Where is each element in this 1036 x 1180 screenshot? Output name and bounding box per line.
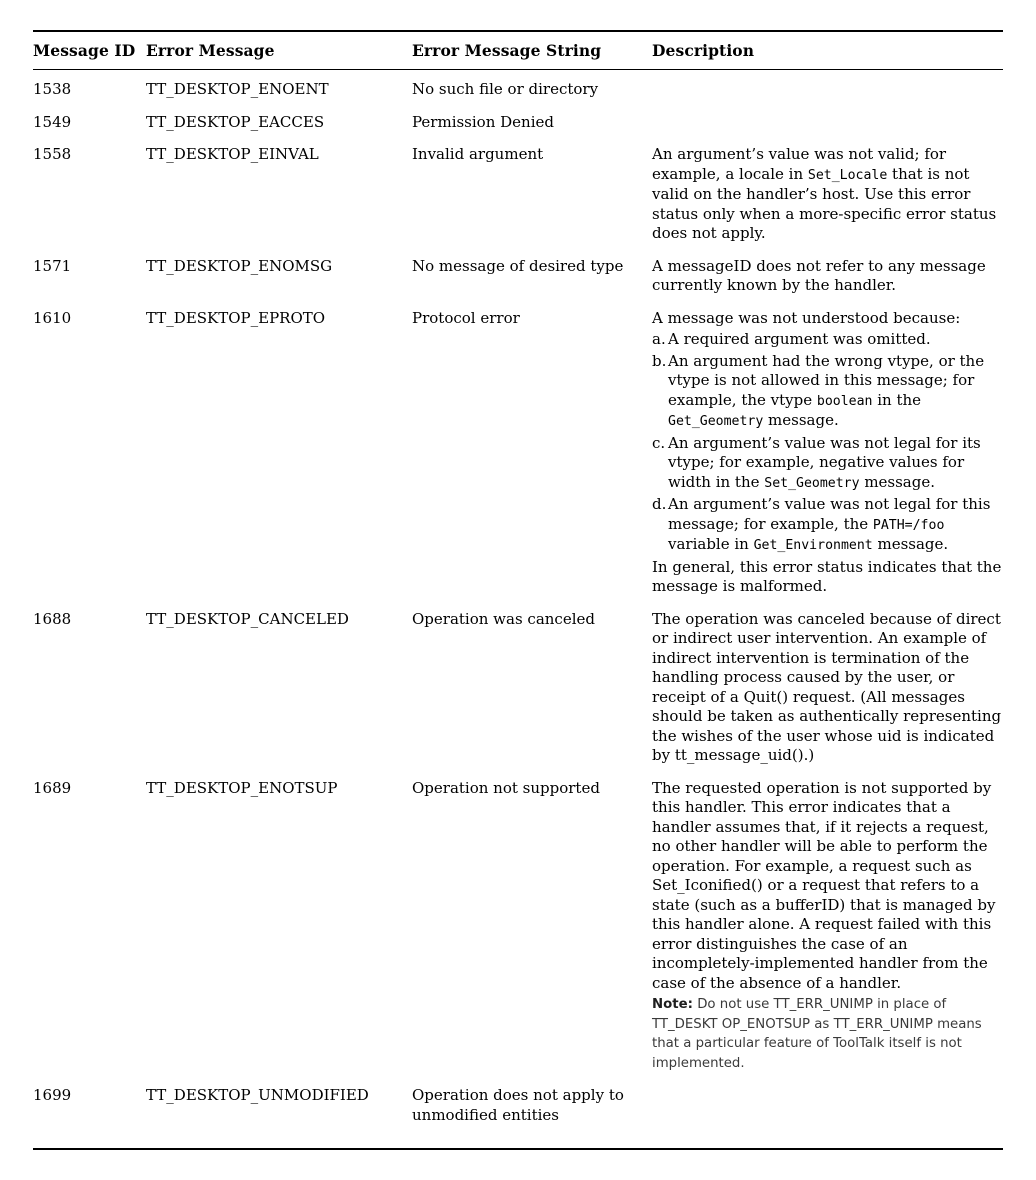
cell-message-id: 1571 <box>33 256 72 275</box>
list-item-text <box>668 330 931 348</box>
description-paragraph <box>652 779 1003 994</box>
text-run: variable in <box>668 535 754 553</box>
cell-error-string: No such file or directory <box>412 80 599 98</box>
cell-error-string: No message of desired type <box>412 256 624 275</box>
text-run: boolean <box>816 393 873 409</box>
description-note <box>652 995 1003 1073</box>
cell-error-message: TT_DESKTOP_ENOMSG <box>146 256 333 275</box>
description-paragraph <box>652 257 1003 296</box>
cell-description <box>652 610 1003 766</box>
cell-description <box>652 1086 1003 1125</box>
description-paragraph <box>652 309 1003 329</box>
cell-message-id: 1688 <box>33 609 72 628</box>
table-row <box>33 113 1003 146</box>
text-run: The requested operation is not supported by this handler. This error indicates that a handler assumes that, if it rejects a request, no other handler will be able to perform the operation. For example, a request such as Set_Iconified() or a request that refers to a state (such as a bufferID) that is managed by this handler alone. A request failed with this error distinguishes the case of an incompletely-implemented handler from the case of the absence of a handler. <box>652 778 996 992</box>
cell-message-id: 1558 <box>33 145 72 163</box>
text-run: Get_Geometry <box>668 414 764 429</box>
cell-description <box>652 309 1003 597</box>
cell-description <box>652 145 1003 244</box>
text-run: Get_Environment <box>753 538 873 553</box>
text-run: message. <box>859 472 936 491</box>
text-run: message. <box>763 411 839 429</box>
text-run: in the <box>872 390 922 409</box>
cell-error-message: TT_DESKTOP_CANCELED <box>146 609 349 628</box>
table-row <box>33 257 1003 309</box>
text-run: PATH=/foo <box>872 517 945 533</box>
cell-error-message: TT_DESKTOP_EPROTO <box>146 308 326 327</box>
column-header-description: Description <box>652 41 755 60</box>
description-paragraph <box>652 145 1003 244</box>
description-list-item <box>652 352 1003 432</box>
text-run: A required argument was omitted. <box>668 330 931 348</box>
description-list-item <box>652 330 1003 350</box>
cell-error-string: Operation not supported <box>412 778 600 797</box>
table-row <box>33 779 1003 1087</box>
list-item-text <box>668 352 984 430</box>
cell-message-id: 1610 <box>33 308 72 327</box>
description-paragraph <box>652 558 1003 597</box>
cell-description <box>652 80 1003 100</box>
table-bottom-rule <box>33 1148 1003 1150</box>
text-run: Note: <box>652 997 693 1012</box>
description-list-item <box>652 495 1003 556</box>
cell-error-string: Operation does not apply to unmodified entities <box>412 1086 624 1124</box>
text-run: An argument’s value was not legal for this message; for example, the <box>668 495 991 533</box>
cell-message-id: 1699 <box>33 1086 72 1104</box>
text-run: An argument’s value was not legal for its vtype; for example, negative values for width in the <box>668 433 981 491</box>
list-marker: a. <box>652 330 666 348</box>
list-item-text <box>668 495 990 553</box>
table-row <box>33 1086 1003 1138</box>
cell-error-message: TT_DESKTOP_UNMODIFIED <box>146 1086 369 1104</box>
cell-error-message: TT_DESKTOP_EINVAL <box>146 145 319 163</box>
text-run: Set_Locale <box>807 167 888 183</box>
table-header-row <box>33 32 1003 69</box>
cell-message-id: 1689 <box>33 778 72 797</box>
cell-description <box>652 257 1003 296</box>
cell-error-message: TT_DESKTOP_EACCES <box>146 112 325 131</box>
column-header-error-message-string: Error Message String <box>412 41 602 60</box>
table-row <box>33 145 1003 257</box>
text-run: message. <box>872 535 949 553</box>
text-run: An argument had the wrong vtype, or the vtype is not allowed in this message; for example, the vtype <box>668 351 985 409</box>
text-run: In general, this error status indicates that the message is malformed. <box>652 557 1002 595</box>
cell-error-string: Protocol error <box>412 308 520 327</box>
error-code-table <box>33 30 1003 1138</box>
text-run: A message was not understood because: <box>652 308 961 327</box>
text-run: that is not valid on the handler’s host. Use this error status only when a more-specific error status does not apply. <box>652 164 997 242</box>
cell-error-message: TT_DESKTOP_ENOTSUP <box>146 778 338 797</box>
list-marker: b. <box>652 351 667 370</box>
cell-error-string: Invalid argument <box>412 145 544 163</box>
cell-error-string: Permission Denied <box>412 112 554 131</box>
cell-message-id: 1538 <box>33 80 72 98</box>
description-paragraph <box>652 610 1003 766</box>
cell-description <box>652 779 1003 1074</box>
text-run: A messageID does not refer to any message currently known by the handler. <box>652 256 986 294</box>
cell-message-id: 1549 <box>33 112 72 131</box>
table-row <box>33 309 1003 610</box>
text-run: An argument’s value was not valid; for example, a locale in <box>652 145 947 183</box>
column-header-message-id: Message ID <box>33 41 136 60</box>
table-row <box>33 80 1003 113</box>
column-header-error-message: Error Message <box>146 41 275 60</box>
table-row <box>33 610 1003 779</box>
table-body <box>33 70 1003 1138</box>
text-run: Set_Geometry <box>764 475 860 491</box>
list-marker: d. <box>652 495 667 513</box>
cell-description <box>652 113 1003 133</box>
list-item-text <box>668 434 981 491</box>
list-marker: c. <box>652 433 666 452</box>
cell-error-string: Operation was canceled <box>412 609 595 628</box>
text-run: The operation was canceled because of direct or indirect user intervention. An example of indirect intervention is termination of the handling process caused by the user, or receipt of a Quit() request. (All messages should be taken as authentically representing the wishes of the user whose uid is indicated by tt_message_uid().) <box>652 609 1002 764</box>
text-run: Do not use TT_ERR_UNIMP in place of TT_DESKT OP_ENOTSUP as TT_ERR_UNIMP means that a particular feature of ToolTalk itself is not implemented. <box>652 997 982 1071</box>
description-list-item <box>652 434 1003 494</box>
cell-error-message: TT_DESKTOP_ENOENT <box>146 80 329 98</box>
